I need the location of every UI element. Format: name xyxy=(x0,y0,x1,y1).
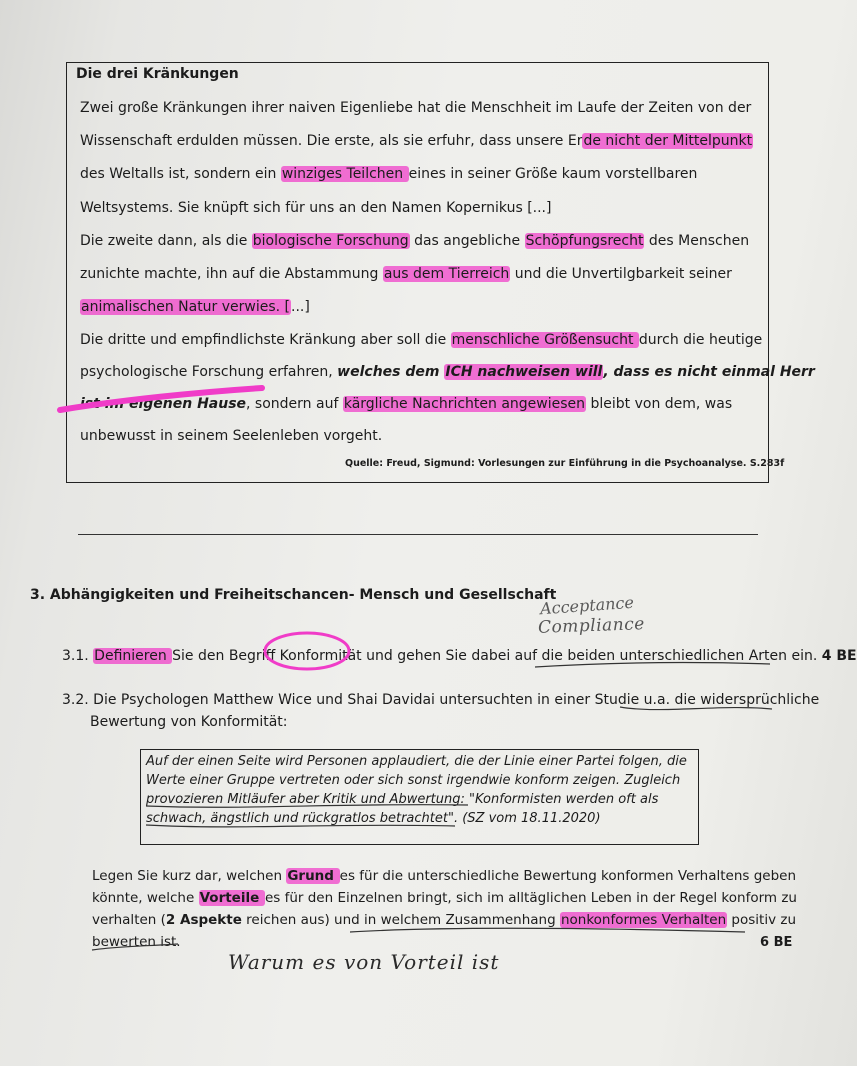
task-line-3: verhalten (2 Aspekte reichen aus) und in welchem Zusammenhang nonkonformes Verhalten positiv zu xyxy=(92,912,797,928)
highlight: winziges Teilchen xyxy=(281,166,408,182)
pen-underline xyxy=(146,805,468,808)
points-6be: 6 BE xyxy=(760,935,793,950)
quote-line-1: Auf der einen Seite wird Personen applaudiert, die der Linie einer Partei folgen, die xyxy=(146,754,687,769)
pen-underline xyxy=(350,928,745,932)
quote-line-3: provozieren Mitläufer aber Kritik und Abwertung: "Konformisten werden oft als xyxy=(146,792,659,807)
highlight: nonkonformes Verhalten xyxy=(560,912,727,928)
highlight: de nicht der Mittelpunkt xyxy=(583,133,753,149)
highlight: Grund xyxy=(287,868,339,884)
text-line-9: psychologische Forschung erfahren, welches dem ICH nachweisen will, dass es nicht einmal Herr xyxy=(80,364,815,380)
text-line-11: unbewusst in seinem Seelenleben vorgeht. xyxy=(80,428,383,444)
pen-underline xyxy=(146,825,455,827)
highlight: menschliche Größensucht xyxy=(451,332,638,348)
highlight: Definieren xyxy=(94,648,172,664)
pen-underline xyxy=(535,663,770,667)
highlight: ICH nachweisen will xyxy=(445,364,603,380)
text-line-3: des Weltalls ist, sondern ein winziges Teilchen eines in seiner Größe kaum vorstellbaren xyxy=(80,166,698,182)
task-line-1: Legen Sie kurz dar, welchen Grund es für die unterschiedliche Bewertung konformen Verhaltens geben xyxy=(92,868,797,884)
quote-line-2: Werte einer Gruppe vertreten oder sich sonst irgendwie konform zeigen. Zugleich xyxy=(146,773,681,788)
pink-marker-stroke xyxy=(60,388,262,410)
text-line-1: Zwei große Kränkungen ihrer naiven Eigenliebe hat die Menschheit im Laufe der Zeiten von der xyxy=(80,100,752,116)
handwritten-note-answer: Warum es von Vorteil ist xyxy=(228,950,500,974)
text-line-2: Wissenschaft erdulden müssen. Die erste, als sie erfuhr, dass unsere Erde nicht der Mittelpunkt xyxy=(80,133,753,149)
handwritten-note-acceptance: Acceptance xyxy=(539,592,635,619)
handwritten-note-compliance: Compliance xyxy=(537,614,646,638)
task-line-2: könnte, welche Vorteile es für den Einzelnen bringt, sich im alltäglichen Leben in der Regel konform zu xyxy=(92,890,797,906)
question-3-2-line1: 3.2. Die Psychologen Matthew Wice und Shai Davidai untersuchten in einer Studie u.a. die widersprüchliche xyxy=(62,692,820,708)
text-line-10: ist im eigenen Hause, sondern auf kärgliche Nachrichten angewiesen bleibt von dem, was xyxy=(80,396,733,412)
highlight: biologische Forschung xyxy=(252,233,409,249)
text-line-7: animalischen Natur verwies. [...] xyxy=(81,299,310,315)
pen-underline xyxy=(92,944,178,950)
points-4be: 4 BE xyxy=(821,648,857,664)
text-line-8: Die dritte und empfindlichste Kränkung aber soll die menschliche Größensucht durch die heutige xyxy=(80,332,763,348)
source-citation: Quelle: Freud, Sigmund: Vorlesungen zur Einführung in die Psychoanalyse. S.283f xyxy=(345,458,785,469)
highlight: Vorteile xyxy=(199,890,264,906)
pen-underline xyxy=(620,707,772,710)
text-box-title: Die drei Kränkungen xyxy=(76,66,239,82)
text-line-4: Weltsystems. Sie knüpft sich für uns an den Namen Kopernikus [...] xyxy=(80,200,552,216)
task-line-4: bewerten ist. xyxy=(92,934,181,950)
text-line-6: zunichte machte, ihn auf die Abstammung aus dem Tierreich und die Unvertilgbarkeit seiner xyxy=(80,266,732,282)
highlight: kärgliche Nachrichten angewiesen xyxy=(343,396,586,412)
text-line-5: Die zweite dann, als die biologische Forschung das angebliche Schöpfungsrecht des Menschen xyxy=(80,233,750,249)
section-heading: 3. Abhängigkeiten und Freiheitschancen- Mensch und Gesellschaft xyxy=(30,587,557,603)
highlight: animalischen Natur verwies. [ xyxy=(81,299,291,315)
question-3-1: 3.1. Definieren Sie den Begriff Konformität und gehen Sie dabei auf die beiden unterschiedlichen Arten ein. 4 BE xyxy=(62,648,857,664)
pink-circle-konformitaet xyxy=(265,633,349,669)
highlight: Schöpfungsrecht xyxy=(525,233,644,249)
question-3-2-line2: Bewertung von Konformität: xyxy=(90,714,288,730)
highlight: aus dem Tierreich xyxy=(383,266,510,282)
quote-line-4: schwach, ängstlich und rückgratlos betrachtet". (SZ vom 18.11.2020) xyxy=(146,811,601,826)
